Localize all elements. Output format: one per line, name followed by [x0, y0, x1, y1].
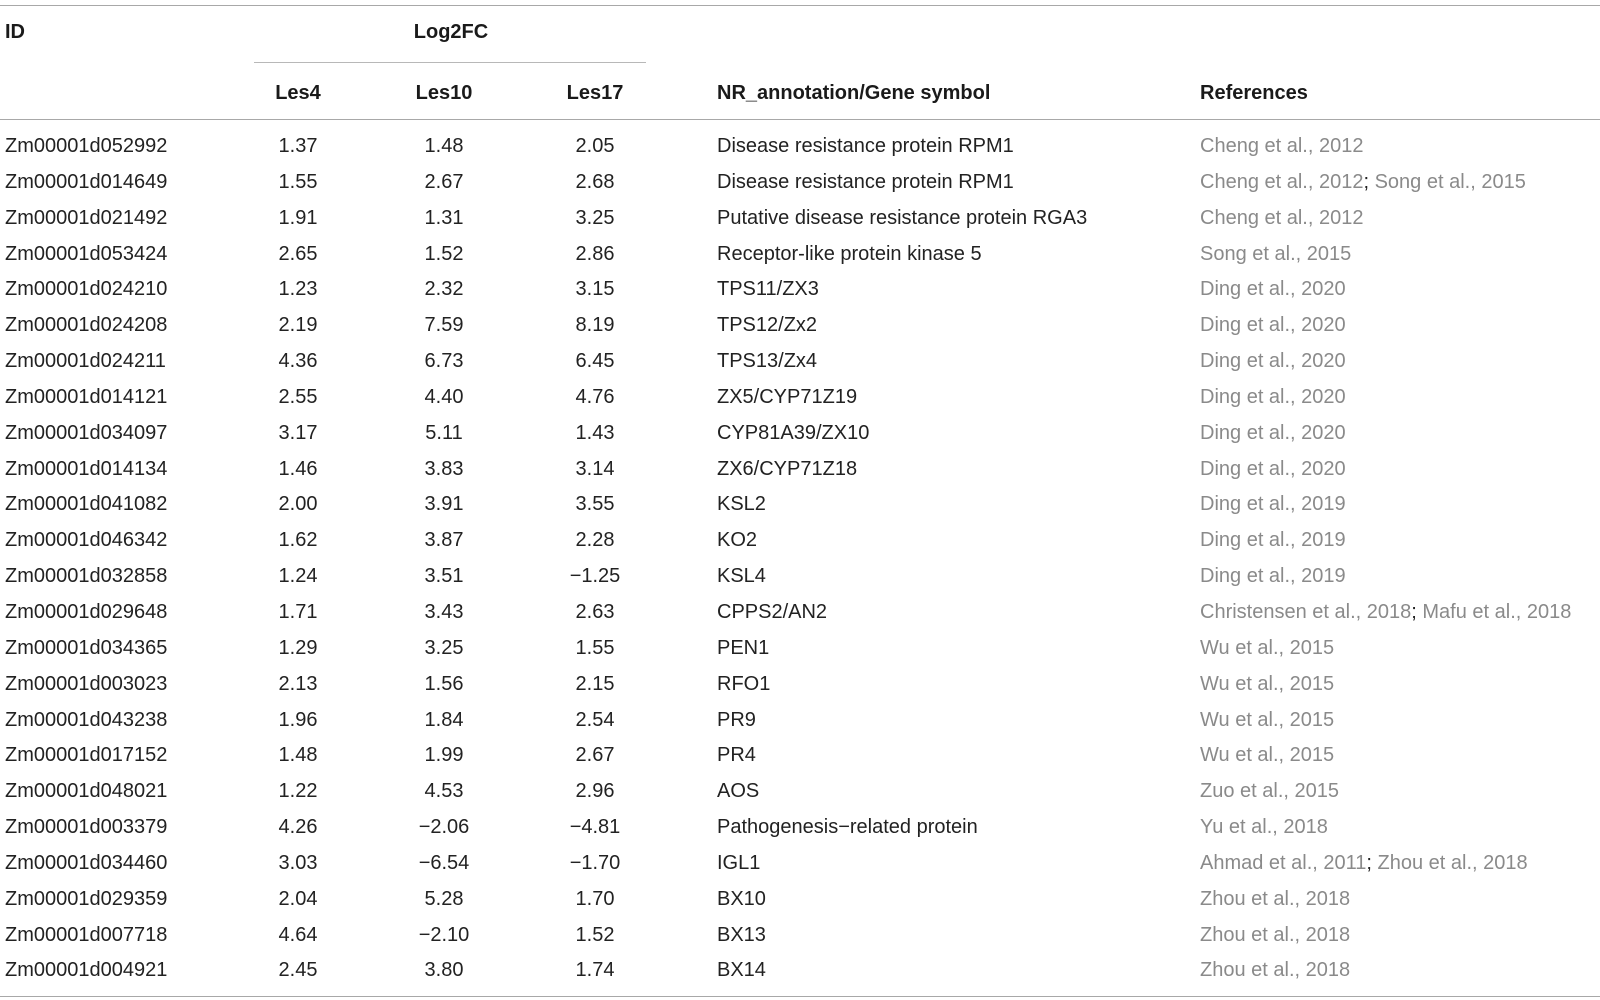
les4-cell: 1.55 [278, 170, 318, 193]
les17-cell: 2.15 [575, 672, 615, 695]
top-rule [0, 5, 1600, 6]
references-cell [1200, 344, 1346, 380]
les10-cell: 3.87 [424, 529, 464, 552]
annotation-cell: IGL1 [717, 851, 761, 874]
les10-cell: 1.56 [424, 672, 464, 695]
header-les10: Les10 [415, 82, 473, 104]
les4-cell: 4.36 [278, 350, 318, 373]
annotation-cell: KSL4 [717, 565, 766, 588]
les17-cell: 8.19 [575, 314, 615, 337]
gene-id-cell: Zm00001d003379 [5, 816, 168, 839]
reference-link[interactable]: Cheng et al., 2012 [1200, 170, 1364, 193]
les10-cell: 5.28 [424, 887, 464, 910]
references-cell [1200, 272, 1346, 308]
les10-cell: 1.52 [424, 242, 464, 265]
les17-cell: 4.76 [575, 385, 615, 408]
references-cell [1200, 380, 1346, 416]
table-row [0, 631, 1600, 667]
reference-link[interactable]: Song et al., 2015 [1200, 242, 1352, 265]
reference-link[interactable]: Cheng et al., 2012 [1200, 206, 1364, 229]
les10-cell: 1.48 [424, 135, 464, 157]
gene-id-cell: Zm00001d048021 [5, 780, 168, 803]
les4-cell: 1.62 [278, 529, 318, 552]
reference-link[interactable]: Ahmad et al., 2011 [1200, 851, 1367, 874]
reference-link[interactable]: Mafu et al., 2018 [1422, 600, 1572, 623]
references-cell [1200, 487, 1346, 523]
references-cell [1200, 667, 1334, 703]
gene-id-cell: Zm00001d021492 [5, 206, 168, 229]
les17-cell: 2.05 [575, 135, 615, 157]
gene-id-cell: Zm00001d014649 [5, 170, 168, 193]
les4-cell: 4.64 [278, 923, 318, 946]
les17-cell: −1.25 [569, 565, 621, 588]
les17-cell: 1.52 [575, 923, 615, 946]
table-row [0, 201, 1600, 237]
gene-id-cell: Zm00001d007718 [5, 923, 168, 946]
reference-link[interactable]: Zuo et al., 2015 [1200, 780, 1339, 803]
les10-cell: 3.25 [424, 636, 464, 659]
annotation-cell: TPS13/Zx4 [717, 350, 818, 373]
references-cell [1200, 452, 1346, 488]
table-row [0, 595, 1600, 631]
bottom-rule [0, 996, 1600, 997]
table-body [0, 129, 1600, 989]
table-row [0, 738, 1600, 774]
les4-cell: 1.23 [278, 278, 318, 301]
table-row [0, 523, 1600, 559]
les10-cell: 5.11 [425, 421, 463, 444]
table-row [0, 559, 1600, 595]
annotation-cell: KSL2 [717, 493, 766, 516]
les10-cell: 4.53 [424, 780, 464, 803]
annotation-cell: BX10 [717, 887, 766, 910]
gene-id-cell: Zm00001d014134 [5, 457, 168, 480]
reference-link[interactable]: Ding et al., 2019 [1200, 493, 1346, 516]
les10-cell: 2.67 [424, 170, 464, 193]
les10-cell: −2.10 [418, 923, 470, 946]
gene-id-cell: Zm00001d014121 [5, 385, 168, 408]
annotation-cell: PR9 [717, 708, 756, 731]
les4-cell: 3.17 [278, 421, 318, 444]
les4-cell: 3.03 [278, 851, 318, 874]
log2fc-span-rule [254, 62, 646, 63]
gene-id-cell: Zm00001d034365 [5, 636, 168, 659]
gene-id-cell: Zm00001d004921 [5, 959, 168, 982]
les4-cell: 2.04 [278, 887, 318, 910]
table-row [0, 165, 1600, 201]
annotation-cell: TPS12/Zx2 [717, 314, 818, 337]
table-row [0, 272, 1600, 308]
annotation-cell: CPPS2/AN2 [717, 600, 828, 623]
les4-cell: 1.48 [278, 744, 318, 767]
annotation-cell: CYP81A39/ZX10 [717, 421, 870, 444]
references-cell [1200, 918, 1350, 954]
gene-id-cell: Zm00001d053424 [5, 242, 168, 265]
gene-id-cell: Zm00001d024208 [5, 314, 168, 337]
references-cell [1200, 846, 1528, 882]
annotation-cell: Disease resistance protein RPM1 [717, 170, 1014, 193]
les17-cell: 2.86 [575, 242, 615, 265]
reference-link[interactable]: Christensen et al., 2018 [1200, 600, 1412, 623]
les17-cell: 3.14 [575, 457, 615, 480]
les17-cell: 2.63 [575, 600, 615, 623]
annotation-cell: Disease resistance protein RPM1 [717, 135, 1014, 157]
reference-link[interactable]: Cheng et al., 2012 [1200, 135, 1364, 157]
reference-link[interactable]: Zhou et al., 2018 [1200, 887, 1351, 910]
les10-cell: 2.32 [424, 278, 464, 301]
annotation-cell: Receptor-like protein kinase 5 [717, 242, 982, 265]
references-cell [1200, 237, 1351, 273]
header-annotation: NR_annotation/Gene symbol [717, 82, 991, 104]
table-row [0, 452, 1600, 488]
gene-id-cell: Zm00001d029359 [5, 887, 168, 910]
table-row [0, 380, 1600, 416]
header-id: ID [5, 21, 25, 43]
references-cell [1200, 738, 1334, 774]
table-row [0, 774, 1600, 810]
reference-link[interactable]: Song et al., 2015 [1374, 170, 1526, 193]
gene-id-cell: Zm00001d017152 [5, 744, 168, 767]
gene-id-cell: Zm00001d046342 [5, 529, 168, 552]
table-row [0, 810, 1600, 846]
les4-cell: 4.26 [278, 816, 318, 839]
references-cell [1200, 595, 1571, 631]
annotation-cell: PEN1 [717, 636, 770, 659]
annotation-cell: BX13 [717, 923, 766, 946]
les17-cell: 3.25 [575, 206, 615, 229]
reference-link[interactable]: Ding et al., 2020 [1200, 350, 1346, 373]
gene-id-cell: Zm00001d034460 [5, 851, 168, 874]
annotation-cell: AOS [717, 780, 760, 803]
les17-cell: 6.45 [575, 350, 615, 373]
reference-link[interactable]: Ding et al., 2020 [1200, 385, 1346, 408]
les10-cell: 1.99 [424, 744, 464, 767]
les4-cell: 2.13 [278, 672, 318, 695]
header-rule [0, 119, 1600, 120]
reference-link[interactable]: Ding et al., 2020 [1200, 314, 1346, 337]
annotation-cell: Pathogenesis−related protein [717, 816, 978, 839]
annotation-cell: BX14 [717, 959, 766, 982]
reference-link[interactable]: Wu et al., 2015 [1200, 708, 1335, 731]
references-cell [1200, 953, 1350, 989]
les10-cell: 3.80 [424, 959, 464, 982]
les10-cell: 7.59 [424, 314, 464, 337]
gene-id-cell: Zm00001d043238 [5, 708, 168, 731]
table-row [0, 703, 1600, 739]
gene-id-cell: Zm00001d052992 [5, 135, 168, 157]
les4-cell: 1.71 [278, 600, 318, 623]
table-row [0, 416, 1600, 452]
les4-cell: 1.96 [278, 708, 318, 731]
gene-id-cell: Zm00001d024211 [5, 350, 166, 373]
les4-cell: 2.65 [278, 242, 318, 265]
reference-link[interactable]: Ding et al., 2019 [1200, 529, 1346, 552]
les17-cell: 2.68 [575, 170, 615, 193]
les10-cell: 3.51 [424, 565, 464, 588]
references-cell [1200, 165, 1526, 201]
les10-cell: −2.06 [418, 816, 470, 839]
gene-id-cell: Zm00001d032858 [5, 565, 168, 588]
les17-cell: 2.54 [575, 708, 615, 731]
les4-cell: 1.46 [278, 457, 318, 480]
les17-cell: 3.55 [575, 493, 615, 516]
annotation-cell: TPS11/ZX3 [717, 278, 819, 301]
reference-link[interactable]: Yu et al., 2018 [1200, 816, 1328, 839]
les4-cell: 1.22 [278, 780, 318, 803]
les10-cell: 1.84 [424, 708, 464, 731]
les17-cell: 1.74 [575, 959, 615, 982]
les4-cell: 1.37 [278, 135, 318, 157]
table-row [0, 918, 1600, 954]
references-cell [1200, 129, 1363, 165]
les10-cell: 6.73 [424, 350, 464, 373]
reference-link[interactable]: Wu et al., 2015 [1200, 744, 1335, 767]
gene-id-cell: Zm00001d034097 [5, 421, 168, 444]
table-row [0, 344, 1600, 380]
les10-cell: 1.31 [424, 206, 464, 229]
references-cell [1200, 308, 1346, 344]
reference-link[interactable]: Ding et al., 2020 [1200, 278, 1346, 301]
reference-link[interactable]: Ding et al., 2019 [1200, 565, 1346, 588]
annotation-cell: Putative disease resistance protein RGA3 [717, 206, 1088, 229]
les10-cell: −6.54 [418, 851, 470, 874]
table-row [0, 237, 1600, 273]
header-les4: Les4 [275, 82, 321, 104]
les4-cell: 2.00 [278, 493, 318, 516]
les17-cell: 1.55 [575, 636, 615, 659]
annotation-cell: RFO1 [717, 672, 771, 695]
table-row [0, 487, 1600, 523]
les10-cell: 4.40 [424, 385, 464, 408]
les17-cell: 3.15 [575, 278, 615, 301]
header-log2fc: Log2FC [413, 21, 489, 43]
references-cell [1200, 810, 1328, 846]
les4-cell: 1.91 [278, 206, 318, 229]
les4-cell: 1.24 [278, 565, 318, 588]
annotation-cell: ZX5/CYP71Z19 [717, 385, 858, 408]
annotation-cell: ZX6/CYP71Z18 [717, 457, 858, 480]
table-row [0, 667, 1600, 703]
les4-cell: 1.29 [278, 636, 318, 659]
references-cell [1200, 774, 1339, 810]
annotation-cell: PR4 [717, 744, 756, 767]
les10-cell: 3.83 [424, 457, 464, 480]
header-les17: Les17 [566, 82, 624, 104]
les17-cell: −1.70 [569, 851, 621, 874]
les4-cell: 2.55 [278, 385, 318, 408]
gene-id-cell: Zm00001d041082 [5, 493, 168, 516]
reference-link[interactable]: Ding et al., 2020 [1200, 421, 1346, 444]
table-row [0, 953, 1600, 989]
reference-separator: ; [1411, 600, 1423, 623]
les17-cell: 1.70 [575, 887, 615, 910]
references-cell [1200, 882, 1350, 918]
references-cell [1200, 631, 1334, 667]
header-references: References [1200, 82, 1308, 104]
table-row [0, 129, 1600, 165]
reference-link[interactable]: Wu et al., 2015 [1200, 672, 1335, 695]
les10-cell: 3.91 [424, 493, 464, 516]
table-row [0, 846, 1600, 882]
les17-cell: 2.67 [575, 744, 615, 767]
gene-id-cell: Zm00001d029648 [5, 600, 168, 623]
les4-cell: 2.19 [278, 314, 318, 337]
reference-link[interactable]: Zhou et al., 2018 [1200, 959, 1351, 982]
gene-id-cell: Zm00001d003023 [5, 672, 168, 695]
annotation-cell: KO2 [717, 529, 758, 552]
table-row [0, 308, 1600, 344]
references-cell [1200, 523, 1346, 559]
reference-link[interactable]: Ding et al., 2020 [1200, 457, 1346, 480]
reference-link[interactable]: Zhou et al., 2018 [1377, 851, 1528, 874]
les17-cell: 2.96 [575, 780, 615, 803]
reference-link[interactable]: Zhou et al., 2018 [1200, 923, 1351, 946]
gene-id-cell: Zm00001d024210 [5, 278, 168, 301]
references-cell [1200, 416, 1346, 452]
references-cell [1200, 201, 1363, 237]
les17-cell: 2.28 [575, 529, 615, 552]
reference-separator: ; [1363, 170, 1375, 193]
references-cell [1200, 703, 1334, 739]
reference-link[interactable]: Wu et al., 2015 [1200, 636, 1335, 659]
les10-cell: 3.43 [424, 600, 464, 623]
les17-cell: −4.81 [569, 816, 621, 839]
les4-cell: 2.45 [278, 959, 318, 982]
table-row [0, 882, 1600, 918]
les17-cell: 1.43 [575, 421, 615, 444]
reference-separator: ; [1366, 851, 1378, 874]
references-cell [1200, 559, 1346, 595]
